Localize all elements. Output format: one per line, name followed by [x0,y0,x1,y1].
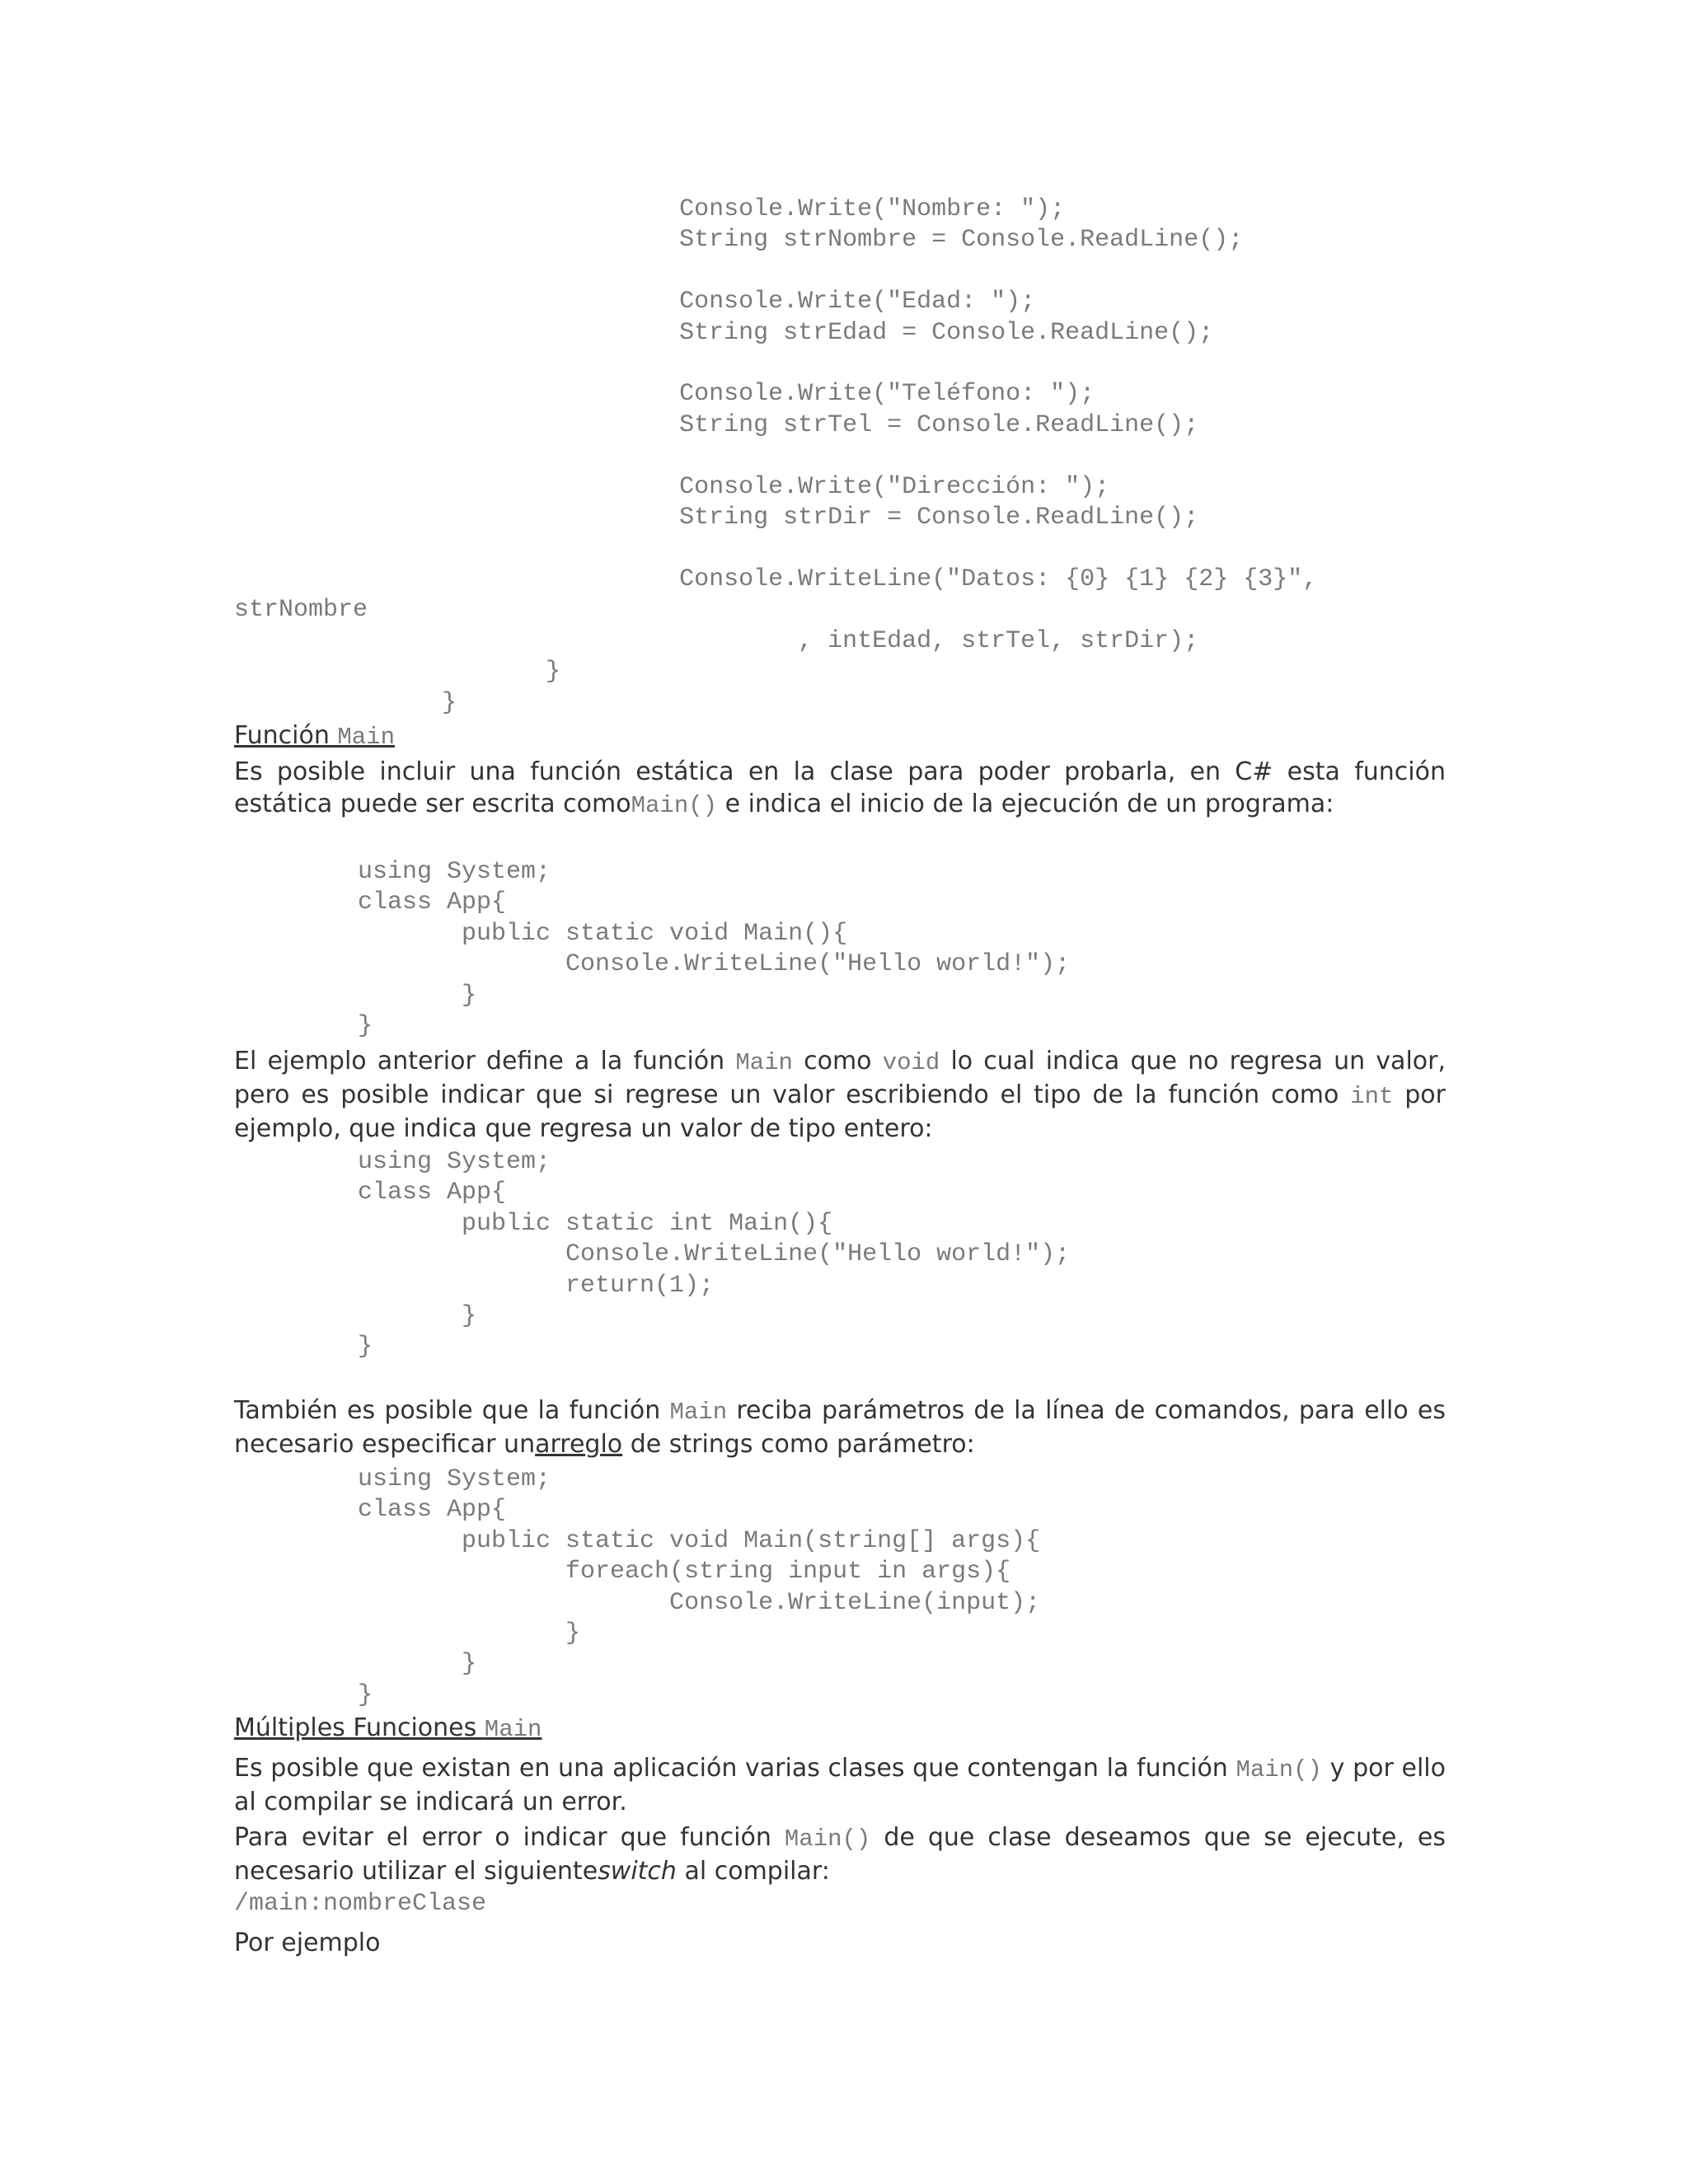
heading-code: Main [337,724,396,751]
code-line: public static int Main(){ [358,1209,833,1238]
inline-code: Main [735,1049,793,1076]
inline-code: Main() [631,792,718,819]
code-line: Console.Write("Teléfono: "); [234,380,1095,409]
code-line: } [358,1333,373,1361]
code-block-hello-world-int [358,1147,1070,1363]
inline-code: Main [669,1399,728,1426]
code-line: Console.WriteLine("Datos: {0} {1} {2} {3}", [234,565,1318,593]
inline-code: int [1350,1083,1394,1110]
code-line: String strEdad = Console.ReadLine(); [234,318,1214,347]
code-line: , intEdad, strTel, strDir); [234,626,1199,655]
code-line: public static void Main(string[] args){ [358,1526,1041,1555]
heading-text: Función [234,721,338,750]
code-line: return(1); [358,1271,715,1300]
heading-multiples-funciones-main [234,1712,542,1746]
code-line: using System; [358,1148,551,1176]
code-line: using System; [358,1465,551,1493]
code-line: Console.Write("Nombre: "); [234,195,1066,223]
code-line: Console.WriteLine("Hello world!"); [358,950,1071,979]
heading-funcion-main [234,719,395,753]
code-line: String strNombre = Console.ReadLine(); [234,226,1244,255]
code-line: } [358,1650,477,1679]
paragraph-por-ejemplo: Por ejemplo [234,1929,381,1957]
paragraph-main-switch: Para evitar el error o indicar que función Main() de que clase deseamos que se ejecute, es necesario utilizar el siguienteswitch al compilar: [234,1823,1447,1886]
code-line: Console.Write("Dirección: "); [234,472,1110,501]
paragraph-args: También es posible que la función Main reciba parámetros de la línea de comandos, para ello es necesario especificar unarreglo de strings como parámetro: [234,1396,1446,1459]
code-line: } [358,981,477,1010]
code-line: String strTel = Console.ReadLine(); [234,410,1199,439]
paragraph-main-intro: Es posible incluir una función estática en la clase para poder probarla, en C# esta función estática puede ser escrita comoMain() e indica el inicio de la ejecución de un programa: [234,757,1446,819]
code-line: } [358,1012,373,1041]
code-line: Console.Write("Edad: "); [234,288,1036,316]
code-line: } [358,1302,477,1331]
code-line: class App{ [358,1496,507,1525]
code-line: using System; [358,858,551,886]
code-line: String strDir = Console.ReadLine(); [234,504,1199,532]
code-block-hello-world-void [358,857,1070,1042]
code-line: public static void Main(){ [358,919,848,948]
code-block-input-data [234,194,1317,719]
arreglo-link[interactable]: arreglo [535,1430,623,1459]
code-line: } [358,1619,581,1648]
paragraph-return-type: El ejemplo anterior define a la función Main como void lo cual indica que no regresa un valor, pero es posible indicar que si regrese un valor escribiendo el tipo de la función como int por ejemplo, que indica que regresa un valor de tipo entero: [234,1047,1446,1143]
code-line: } [234,688,457,717]
code-block-args [358,1465,1040,1711]
code-line: foreach(string input in args){ [358,1558,1011,1586]
code-line: strNombre [234,596,368,625]
inline-code: void [882,1049,940,1076]
switch-italic: switch [598,1857,677,1886]
code-line-main-switch: /main:nombreClase [234,1890,487,1918]
inline-code: Main() [1236,1756,1322,1783]
heading-code: Main [484,1716,542,1743]
code-line: } [358,1680,373,1709]
code-line: } [234,658,561,687]
code-line: class App{ [358,888,507,917]
code-line: Console.WriteLine("Hello world!"); [358,1240,1071,1269]
code-line: Console.WriteLine(input); [358,1588,1041,1617]
code-line: class App{ [358,1179,507,1207]
heading-text: Múltiples Funciones [234,1713,485,1742]
paragraph-multiple-classes: Es posible que existan en una aplicación varias clases que contengan la función Main() y por ello al compilar se indicará un error. [234,1754,1446,1816]
inline-code: Main() [784,1825,871,1853]
